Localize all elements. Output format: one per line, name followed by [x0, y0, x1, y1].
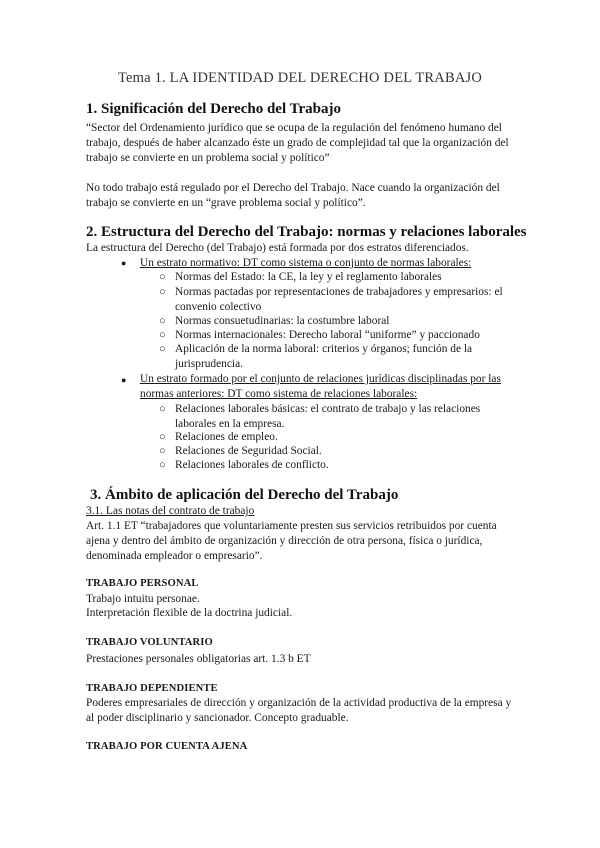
section-3-heading: 3. Ámbito de aplicación del Derecho del Trabajo: [90, 487, 399, 503]
list-item: Relaciones laborales básicas: el contrato de trabajo y las relaciones laborales en la empresa.: [175, 403, 481, 430]
list-item: Normas internacionales: Derecho laboral “uniforme” y paccionado: [175, 329, 480, 341]
circle-bullet-icon: ○: [159, 271, 166, 283]
bullet-icon: ●: [121, 375, 127, 385]
circle-bullet-icon: ○: [159, 445, 166, 457]
circle-bullet-icon: ○: [159, 459, 166, 471]
label-trabajo-cuenta-ajena: TRABAJO POR CUENTA AJENA: [86, 741, 248, 752]
list-item: Normas del Estado: la CE, la ley y el reglamento laborales: [175, 271, 442, 283]
circle-bullet-icon: ○: [159, 329, 166, 341]
list-item: Relaciones laborales de conflicto.: [175, 459, 329, 471]
list-item: Relaciones de empleo.: [175, 431, 278, 443]
section-1-paragraph: No todo trabajo está regulado por el Derecho del Trabajo. Nace cuando la organización del trabajo se convierte en un “grave problema social y político”.: [86, 182, 500, 209]
circle-bullet-icon: ○: [159, 343, 166, 355]
label-trabajo-dependiente: TRABAJO DEPENDIENTE: [86, 683, 218, 694]
bullet-icon: ●: [121, 258, 127, 268]
label-trabajo-personal: TRABAJO PERSONAL: [86, 578, 199, 589]
article-text: Art. 1.1 ET “trabajadores que voluntariamente presten sus servicios retribuidos por cuenta ajena y dentro del ámbito de organización y dirección de otra persona, física o jurídica, denominada empleador o empresario”.: [86, 520, 497, 562]
circle-bullet-icon: ○: [159, 286, 166, 298]
circle-bullet-icon: ○: [159, 403, 166, 415]
section-2-heading: 2. Estructura del Derecho del Trabajo: normas y relaciones laborales: [86, 224, 527, 240]
personal-line-1: Trabajo intuitu personae.: [86, 593, 200, 605]
section-1-heading: 1. Significación del Derecho del Trabajo: [86, 101, 341, 117]
list-item: Normas consuetudinarias: la costumbre laboral: [175, 315, 390, 327]
personal-line-2: Interpretación flexible de la doctrina judicial.: [86, 607, 293, 619]
bullet-normativo: Un estrato normativo: DT como sistema o conjunto de normas laborales:: [140, 257, 472, 269]
voluntario-line-1: Prestaciones personales obligatorias art. 1.3 b ET: [86, 653, 311, 665]
list-item: Relaciones de Seguridad Social.: [175, 445, 322, 457]
label-trabajo-voluntario: TRABAJO VOLUNTARIO: [86, 637, 213, 648]
bullet-relaciones-line2: normas anteriores: DT como sistema de relaciones laborales:: [140, 388, 418, 400]
section-1-quote: “Sector del Ordenamiento jurídico que se ocupa de la regulación del fenómeno humano del trabajo, después de haber alcanzado éste un grado de complejidad tal que la organización del trabajo se convierte en un problema social y político”: [86, 122, 509, 164]
list-item: Aplicación de la norma laboral: criterios y órganos; función de la jurisprudencia.: [175, 343, 473, 370]
page-title: Tema 1. LA IDENTIDAD DEL DERECHO DEL TRABAJO: [117, 70, 483, 86]
dependiente-text: Poderes empresariales de dirección y organización de la actividad productiva de la empresa y al poder disciplinario y sancionador. Concepto graduable.: [86, 697, 512, 724]
bullet-relaciones-line1: Un estrato formado por el conjunto de relaciones jurídicas disciplinadas por las: [140, 373, 501, 385]
section-2-intro: La estructura del Derecho (del Trabajo) está formada por dos estratos diferenciados.: [86, 242, 469, 254]
circle-bullet-icon: ○: [159, 315, 166, 327]
section-3-subheading: 3.1. Las notas del contrato de trabajo: [86, 505, 255, 517]
circle-bullet-icon: ○: [159, 431, 166, 443]
list-item: Normas pactadas por representaciones de trabajadores y empresarios: el convenio colectivo: [175, 286, 503, 313]
